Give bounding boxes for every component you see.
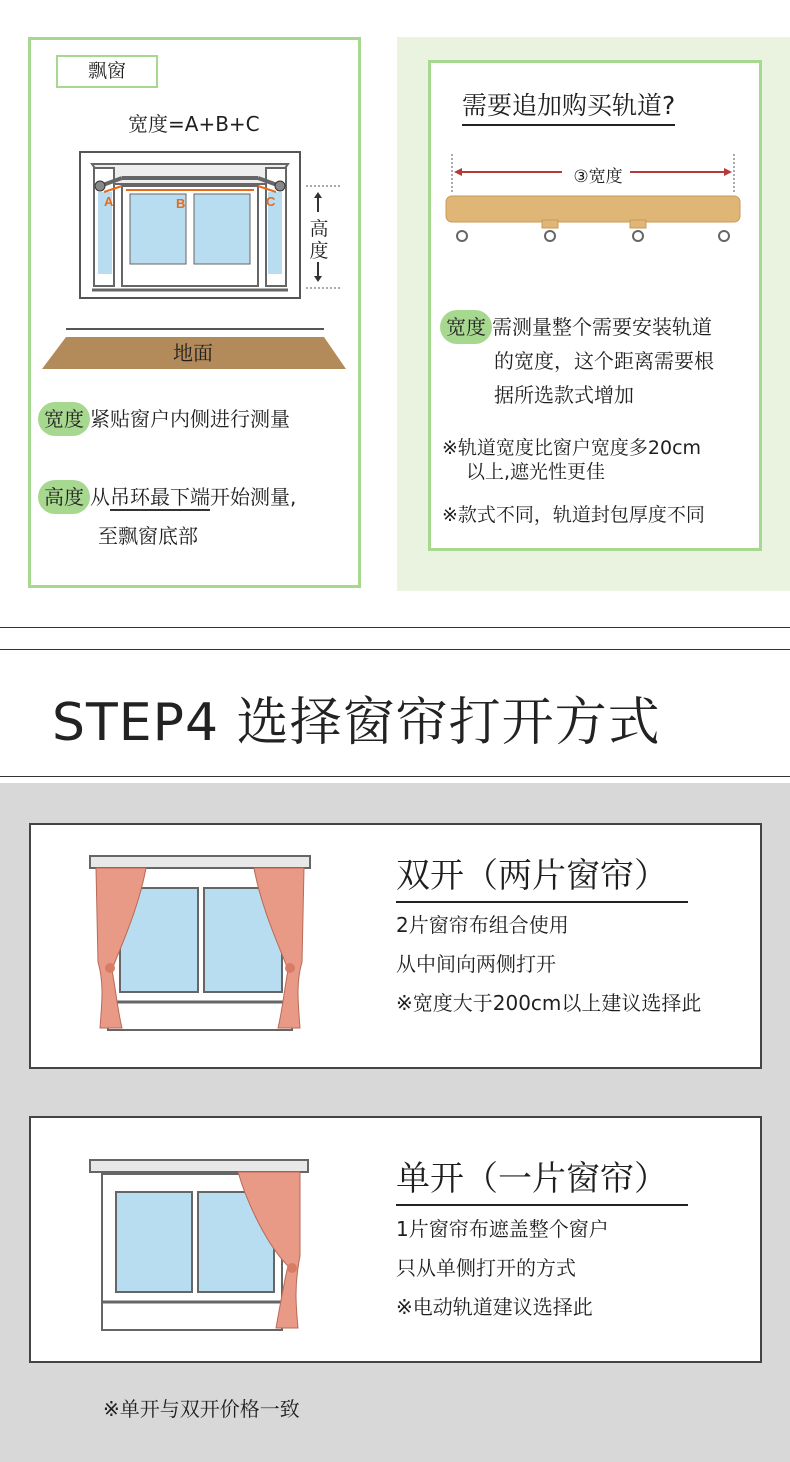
height-instruction bbox=[38, 480, 296, 514]
double-open-title: 双开（两片窗帘） bbox=[396, 848, 688, 903]
double-curtain-illustration bbox=[88, 852, 314, 1032]
width-instruction bbox=[38, 402, 290, 436]
track-note-1-cont: 以上,遮光性更佳 bbox=[466, 461, 606, 483]
track-title: 需要追加购买轨道? bbox=[462, 86, 675, 126]
double-open-line-3: ※宽度大于200cm以上建议选择此 bbox=[396, 991, 702, 1015]
step-title: STEP4 选择窗帘打开方式 bbox=[52, 693, 661, 753]
mark-b: B bbox=[176, 196, 186, 211]
single-open-title: 单开（一片窗帘） bbox=[396, 1151, 688, 1206]
track-desc-line2: 的宽度，这个距离需要根 bbox=[494, 349, 714, 373]
mark-a: A bbox=[104, 194, 114, 209]
width-instruction-text: 紧贴窗户内侧进行测量 bbox=[90, 407, 290, 431]
height-text-ring-bottom: 吊环最下端 bbox=[110, 485, 210, 509]
track-width-instruction bbox=[440, 310, 712, 344]
divider-top-1 bbox=[0, 627, 790, 628]
double-open-line-2: 从中间向两侧打开 bbox=[396, 952, 556, 976]
single-open-line-1: 1片窗帘布遮盖整个窗户 bbox=[396, 1217, 609, 1241]
divider-top-2 bbox=[0, 649, 790, 650]
single-curtain-illustration bbox=[88, 1156, 314, 1332]
height-text-from: 从 bbox=[90, 485, 110, 509]
bay-window-formula: 宽度=A+B+C bbox=[128, 112, 260, 136]
floor-label: 地面 bbox=[173, 341, 213, 365]
double-open-line-1: 2片窗帘布组合使用 bbox=[396, 913, 569, 937]
track-dimension-label: ③宽度 bbox=[573, 167, 623, 187]
mark-c: C bbox=[266, 194, 276, 209]
height-text-start: 开始测量, bbox=[210, 485, 297, 509]
track-note-1: ※轨道宽度比窗户宽度多20cm bbox=[442, 437, 702, 459]
width-pill: 宽度 bbox=[38, 402, 90, 436]
track-desc-line1: 需测量整个需要安装轨道 bbox=[492, 315, 712, 339]
height-pill: 高度 bbox=[38, 480, 90, 514]
single-open-line-2: 只从单侧打开的方式 bbox=[396, 1256, 576, 1280]
height-instruction-line2: 至飘窗底部 bbox=[98, 524, 198, 548]
price-note: ※单开与双开价格一致 bbox=[103, 1397, 300, 1421]
track-width-pill: 宽度 bbox=[440, 310, 492, 344]
track-note-2: ※款式不同，轨道封包厚度不同 bbox=[442, 504, 705, 526]
height-dimension-label: 高度 bbox=[309, 218, 329, 262]
single-open-line-3: ※电动轨道建议选择此 bbox=[396, 1295, 593, 1319]
divider-bottom bbox=[0, 776, 790, 777]
bay-window-tag: 飘窗 bbox=[56, 55, 158, 88]
track-desc-line3: 据所选款式增加 bbox=[494, 383, 634, 407]
